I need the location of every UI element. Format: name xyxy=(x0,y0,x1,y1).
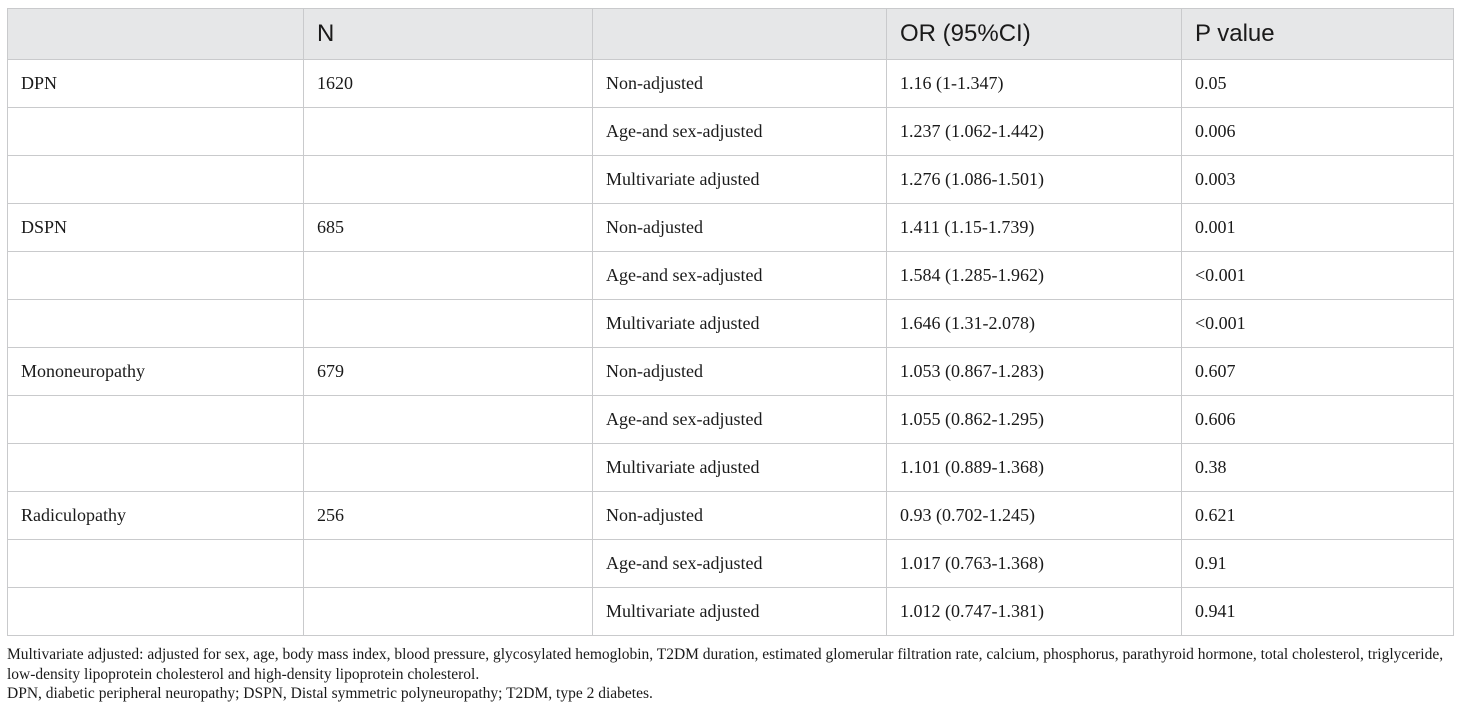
cell-p-value: 0.001 xyxy=(1182,204,1454,252)
cell-outcome: Mononeuropathy xyxy=(8,348,304,396)
table-row xyxy=(8,396,1454,444)
cell-p-value: 0.941 xyxy=(1182,588,1454,636)
cell-outcome xyxy=(8,156,304,204)
cell-model: Multivariate adjusted xyxy=(593,300,887,348)
cell-outcome: DSPN xyxy=(8,204,304,252)
cell-or: 1.012 (0.747-1.381) xyxy=(887,588,1182,636)
cell-n xyxy=(304,444,593,492)
table-row xyxy=(8,204,1454,252)
table-row xyxy=(8,156,1454,204)
cell-or: 1.411 (1.15-1.739) xyxy=(887,204,1182,252)
table-row xyxy=(8,348,1454,396)
cell-model: Multivariate adjusted xyxy=(593,156,887,204)
cell-model: Age-and sex-adjusted xyxy=(593,252,887,300)
cell-p-value: 0.38 xyxy=(1182,444,1454,492)
cell-or: 1.16 (1-1.347) xyxy=(887,60,1182,108)
cell-or: 0.93 (0.702-1.245) xyxy=(887,492,1182,540)
table-row xyxy=(8,540,1454,588)
cell-p-value: <0.001 xyxy=(1182,252,1454,300)
cell-n xyxy=(304,108,593,156)
header-cell-model xyxy=(593,9,887,60)
cell-p-value: 0.621 xyxy=(1182,492,1454,540)
table-row xyxy=(8,252,1454,300)
results-table-container xyxy=(7,8,1453,636)
cell-n xyxy=(304,540,593,588)
cell-or: 1.276 (1.086-1.501) xyxy=(887,156,1182,204)
table-row xyxy=(8,108,1454,156)
cell-n xyxy=(304,156,593,204)
cell-or: 1.584 (1.285-1.962) xyxy=(887,252,1182,300)
cell-p-value: 0.606 xyxy=(1182,396,1454,444)
cell-model: Non-adjusted xyxy=(593,348,887,396)
table-header xyxy=(8,9,1454,60)
header-cell-outcome xyxy=(8,9,304,60)
table-row xyxy=(8,444,1454,492)
table-row xyxy=(8,60,1454,108)
cell-outcome xyxy=(8,108,304,156)
table-footnotes xyxy=(7,645,1455,704)
table-row xyxy=(8,492,1454,540)
cell-or: 1.237 (1.062-1.442) xyxy=(887,108,1182,156)
cell-p-value: 0.003 xyxy=(1182,156,1454,204)
cell-p-value: 0.05 xyxy=(1182,60,1454,108)
table-row xyxy=(8,588,1454,636)
cell-p-value: 0.91 xyxy=(1182,540,1454,588)
cell-model: Multivariate adjusted xyxy=(593,588,887,636)
cell-n xyxy=(304,300,593,348)
cell-model: Non-adjusted xyxy=(593,60,887,108)
cell-or: 1.646 (1.31-2.078) xyxy=(887,300,1182,348)
cell-model: Non-adjusted xyxy=(593,204,887,252)
cell-n: 1620 xyxy=(304,60,593,108)
footnote-multivariate: Multivariate adjusted: adjusted for sex, age, body mass index, blood pressure, glycosylated hemoglobin, T2DM duration, estimated glomerular filtration rate, calcium, phosphorus, parathyroid hormone, total cholesterol, triglyceride, low-density lipoprotein cholesterol and high-density lipoprotein cholesterol. xyxy=(7,646,1444,683)
cell-model: Age-and sex-adjusted xyxy=(593,396,887,444)
table-row xyxy=(8,300,1454,348)
cell-outcome xyxy=(8,588,304,636)
cell-outcome xyxy=(8,444,304,492)
cell-outcome xyxy=(8,252,304,300)
cell-model: Age-and sex-adjusted xyxy=(593,108,887,156)
cell-n xyxy=(304,396,593,444)
cell-n: 679 xyxy=(304,348,593,396)
cell-p-value: 0.607 xyxy=(1182,348,1454,396)
header-row xyxy=(8,9,1454,60)
cell-model: Age-and sex-adjusted xyxy=(593,540,887,588)
cell-p-value: <0.001 xyxy=(1182,300,1454,348)
cell-or: 1.101 (0.889-1.368) xyxy=(887,444,1182,492)
cell-outcome xyxy=(8,396,304,444)
cell-or: 1.055 (0.862-1.295) xyxy=(887,396,1182,444)
cell-n xyxy=(304,588,593,636)
footnote-abbreviations: DPN, diabetic peripheral neuropathy; DSPN, Distal symmetric polyneuropathy; T2DM, type 2 diabetes. xyxy=(7,685,653,702)
cell-model: Non-adjusted xyxy=(593,492,887,540)
header-cell-p-value: P value xyxy=(1182,9,1454,60)
cell-or: 1.053 (0.867-1.283) xyxy=(887,348,1182,396)
cell-n: 256 xyxy=(304,492,593,540)
odds-ratio-table xyxy=(7,8,1454,636)
cell-outcome: DPN xyxy=(8,60,304,108)
cell-n: 685 xyxy=(304,204,593,252)
table-body xyxy=(8,60,1454,636)
cell-n xyxy=(304,252,593,300)
cell-outcome: Radiculopathy xyxy=(8,492,304,540)
header-cell-n: N xyxy=(304,9,593,60)
cell-outcome xyxy=(8,540,304,588)
cell-p-value: 0.006 xyxy=(1182,108,1454,156)
cell-outcome xyxy=(8,300,304,348)
header-cell-or: OR (95%CI) xyxy=(887,9,1182,60)
cell-or: 1.017 (0.763-1.368) xyxy=(887,540,1182,588)
cell-model: Multivariate adjusted xyxy=(593,444,887,492)
